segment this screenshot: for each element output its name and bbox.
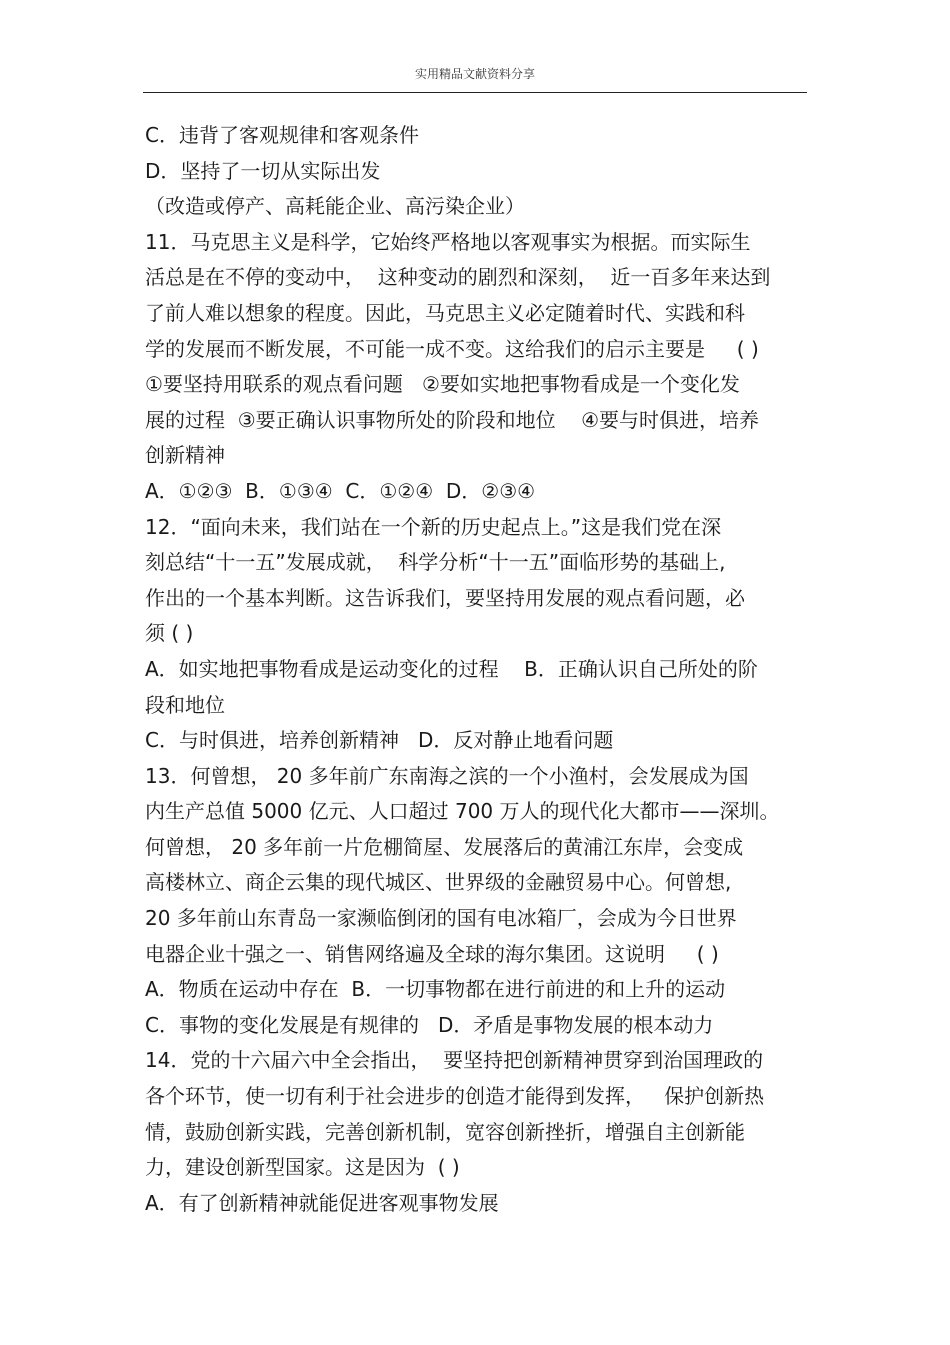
answer-options-line: A．①②③ B．①③④ C．①②④ D．②③④ — [145, 478, 536, 503]
text-line: （改造或停产、高耗能企业、高污染企业） — [145, 194, 525, 219]
text-line: ①要坚持用联系的观点看问题 ②要如实地把事物看成是一个变化发 — [145, 372, 740, 397]
text-line: 活总是在不停的变动中， 这种变动的剧烈和深刻， 近一百多年来达到 — [145, 265, 771, 290]
text-line: 作出的一个基本判断。这告诉我们，要坚持用发展的观点看问题，必 — [145, 585, 745, 610]
document-body — [145, 118, 810, 1221]
answer-options-line: A．有了创新精神就能促进客观事物发展 — [145, 1190, 499, 1215]
page-header — [143, 62, 807, 93]
text-line: 学的发展而不断发展，不可能一成不变。这给我们的启示主要是 ( ) — [145, 336, 759, 361]
text-line: 须 ( ) — [145, 621, 194, 646]
text-line: 创新精神 — [145, 443, 225, 468]
text-line: 了前人难以想象的程度。因此，马克思主义必定随着时代、实践和科 — [145, 300, 745, 325]
header-title: 实用精品文献资料分享 — [414, 67, 535, 81]
text-line: 何曾想， 20 多年前一片危棚简屋、发展落后的黄浦江东岸，会变成 — [145, 834, 744, 859]
text-line: 情，鼓励创新实践，完善创新机制，宽容创新挫折，增强自主创新能 — [145, 1119, 745, 1144]
text-line: D．坚持了一切从实际出发 — [145, 158, 381, 183]
text-line: 高楼林立、商企云集的现代城区、世界级的金融贸易中心。何曾想, — [145, 870, 732, 895]
question-14-line: 14．党的十六届六中全会指出， 要坚持把创新精神贯穿到治国理政的 — [145, 1048, 764, 1073]
text-line: 展的过程 ③要正确认识事物所处的阶段和地位 ④要与时俱进，培养 — [145, 407, 760, 432]
text-line: 力，建设创新型国家。这是因为 ( ) — [145, 1155, 460, 1180]
text-line: 段和地位 — [145, 692, 225, 717]
text-line: 内生产总值 5000 亿元、人口超过 700 万人的现代化大都市——深圳。 — [145, 799, 780, 824]
text-line: 20 多年前山东青岛一家濒临倒闭的国有电冰箱厂，会成为今日世界 — [145, 906, 737, 931]
answer-options-line: A．物质在运动中存在 B．一切事物都在进行前进的和上升的运动 — [145, 977, 726, 1002]
text-line: C．违背了客观规律和客观条件 — [145, 123, 419, 147]
question-12-line: 12．“面向未来，我们站在一个新的历史起点上。”这是我们党在深 — [145, 514, 722, 539]
answer-options-line: A．如实地把事物看成是运动变化的过程 B．正确认识自己所处的阶 — [145, 656, 758, 681]
answer-options-line: C．与时俱进，培养创新精神 D．反对静止地看问题 — [145, 728, 614, 753]
text-line: 电器企业十强之一、销售网络遍及全球的海尔集团。这说明 ( ) — [145, 941, 719, 966]
question-13-line: 13．何曾想， 20 多年前广东南海之滨的一个小渔村，会发展成为国 — [145, 763, 749, 788]
question-11-line: 11．马克思主义是科学，它始终严格地以客观事实为根据。而实际生 — [145, 229, 751, 254]
answer-options-line: C．事物的变化发展是有规律的 D．矛盾是事物发展的根本动力 — [145, 1012, 714, 1037]
text-line: 各个环节，使一切有利于社会进步的创造才能得到发挥， 保护创新热 — [145, 1084, 765, 1109]
text-line: 刻总结“十一五”发展成就， 科学分析“十一五”面临形势的基础上, — [145, 550, 726, 575]
